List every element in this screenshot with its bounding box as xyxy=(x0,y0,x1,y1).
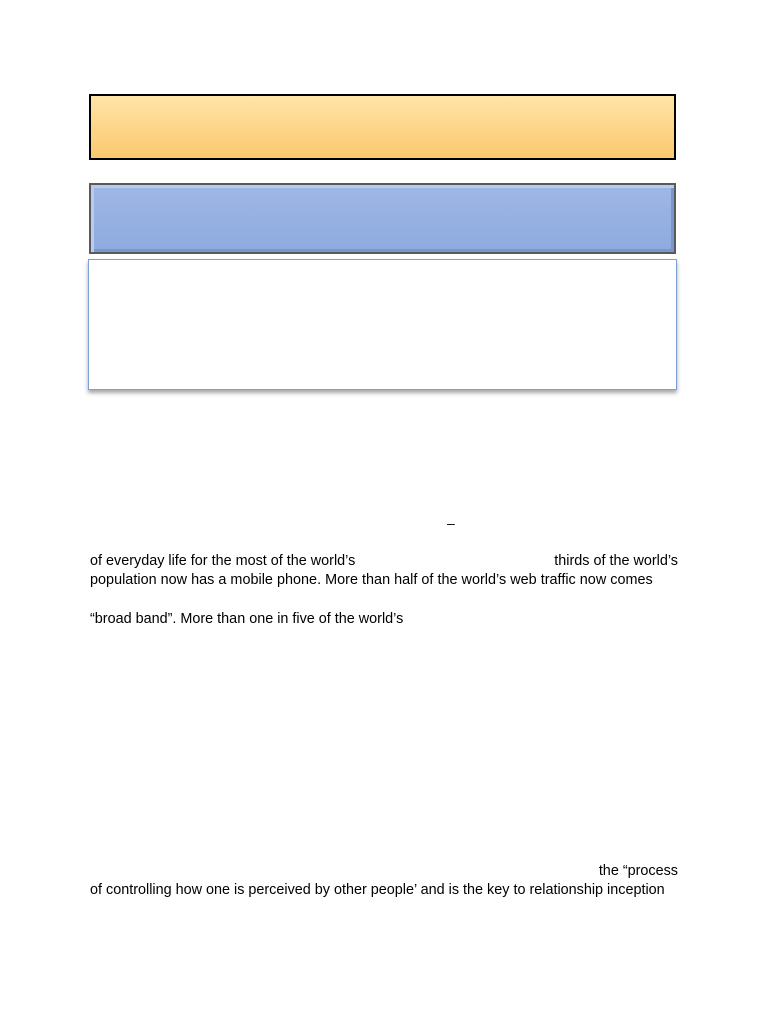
paragraph-1-line-3: “broad band”. More than one in five of the world’s xyxy=(90,611,404,627)
paragraph-1-line-1-left: of everyday life for the most of the world’s xyxy=(90,553,356,569)
paragraph-1-line-1-right: thirds of the world’s xyxy=(554,553,678,569)
paragraph-2-line-1: the “process xyxy=(598,863,678,879)
section-header-band xyxy=(89,183,676,254)
paragraph-1-line-2 xyxy=(90,572,678,589)
text-frame-box xyxy=(88,259,677,390)
dash-mark: – xyxy=(447,515,455,531)
title-banner xyxy=(89,94,676,160)
paragraph-2-line-2: of controlling how one is perceived by other people’ and is the key to relationship inception xyxy=(90,882,665,898)
paragraph-1-line-1 xyxy=(90,553,678,570)
paragraph-1-line-2-text: population now has a mobile phone. More than half of the world’s web traffic now comes xyxy=(90,572,653,588)
